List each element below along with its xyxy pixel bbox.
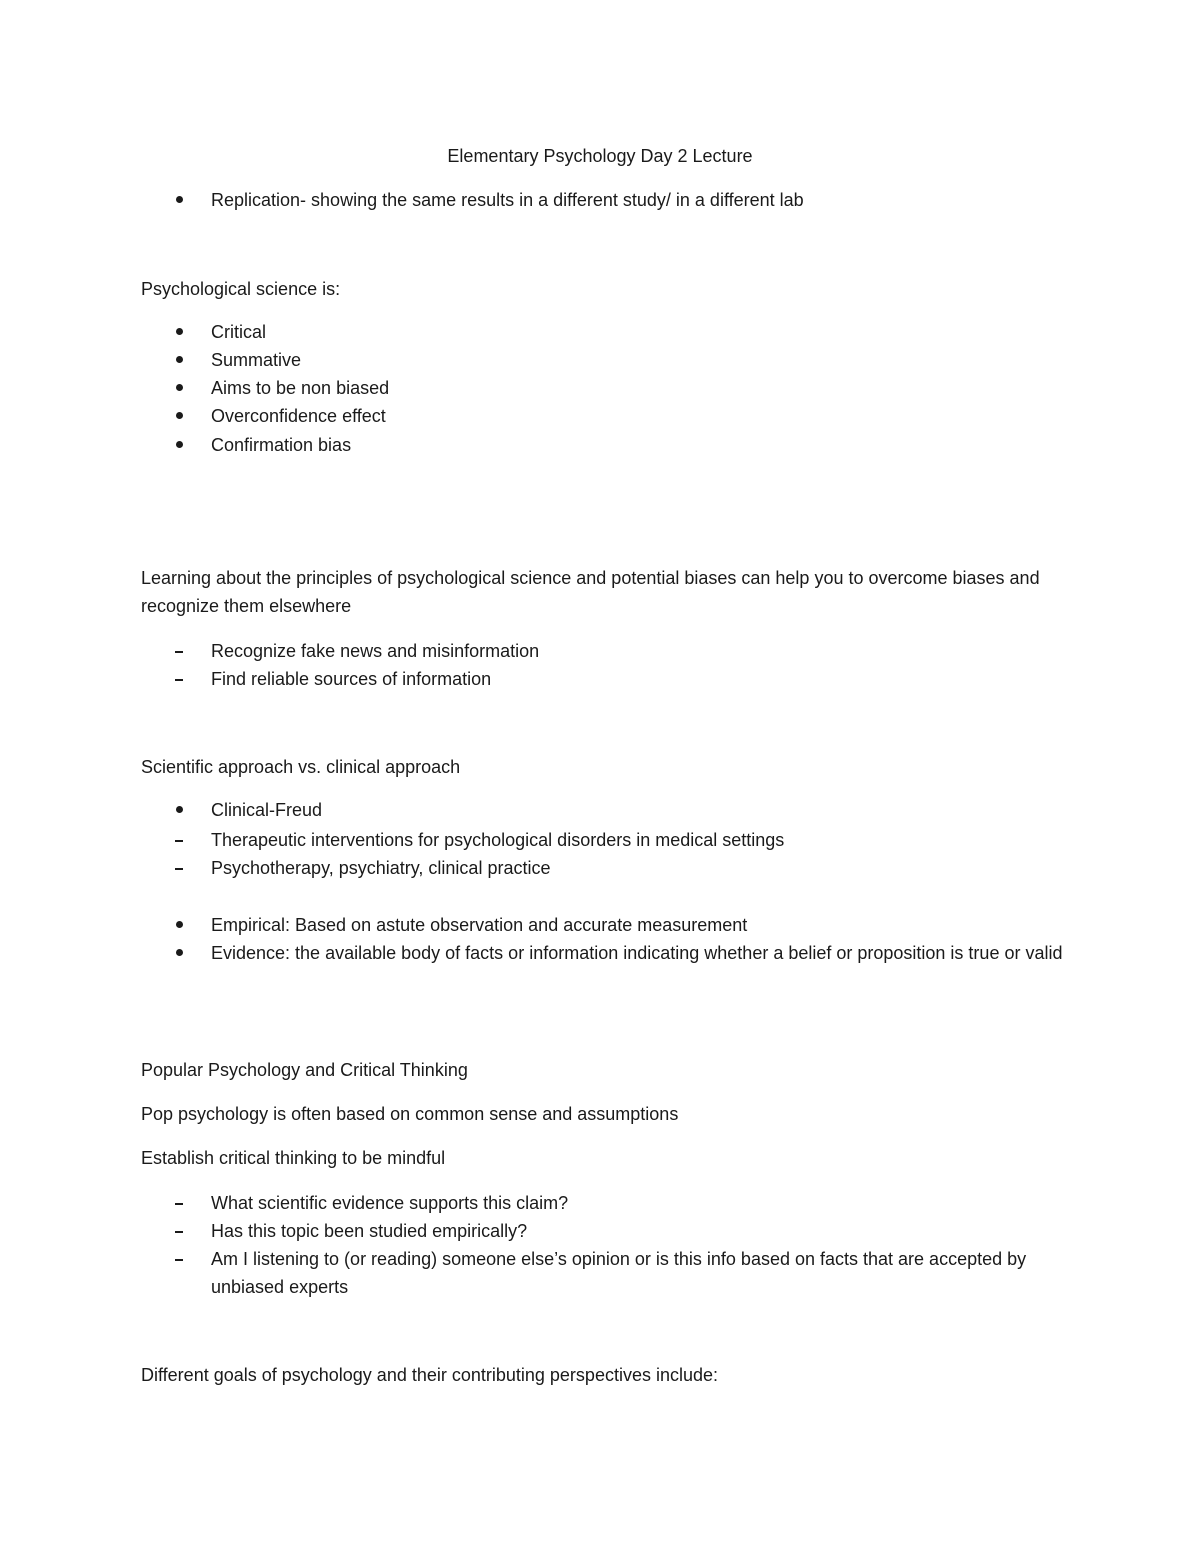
dash-icon: [175, 840, 183, 842]
replication-item: Replication- showing the same results in a different study/ in a different lab: [211, 190, 804, 210]
bullet-icon: [176, 806, 183, 813]
science-item: Aims to be non biased: [211, 378, 390, 398]
bullet-icon: [176, 441, 183, 448]
goals-line: Different goals of psychology and their contributing perspectives include:: [141, 1365, 719, 1385]
clinical-subitem: Psychotherapy, psychiatry, clinical practice: [211, 858, 551, 878]
pop-line: Pop psychology is often based on common sense and assumptions: [141, 1104, 679, 1124]
bullet-icon: [176, 412, 183, 419]
science-item: Critical: [211, 322, 267, 342]
dash-icon: [175, 868, 183, 870]
critical-line: Establish critical thinking to be mindful: [141, 1148, 446, 1168]
critical-item: What scientific evidence supports this claim?: [211, 1193, 569, 1213]
learning-item: Find reliable sources of information: [211, 669, 492, 689]
critical-item: Am I listening to (or reading) someone else’s opinion or is this info based on facts that are accepted by unbiased experts: [211, 1249, 1027, 1297]
learning-paragraph: Learning about the principles of psychological science and potential biases can help you to overcome biases and recognize them elsewhere: [141, 568, 1040, 616]
bullet-icon: [176, 328, 183, 335]
dash-icon: [175, 651, 183, 653]
popular-heading: Popular Psychology and Critical Thinking: [141, 1060, 468, 1080]
approach-heading: Scientific approach vs. clinical approach: [141, 757, 461, 777]
learning-item: Recognize fake news and misinformation: [211, 641, 540, 661]
dash-icon: [175, 679, 183, 681]
clinical-item: Clinical-Freud: [211, 800, 323, 820]
document-title: Elementary Psychology Day 2 Lecture: [447, 146, 753, 166]
bullet-icon: [176, 384, 183, 391]
science-heading: Psychological science is:: [141, 279, 341, 299]
bullet-icon: [176, 356, 183, 363]
science-item: Overconfidence effect: [211, 406, 386, 426]
science-item: Confirmation bias: [211, 435, 352, 455]
evidence-item: Evidence: the available body of facts or information indicating whether a belief or proposition is true or valid: [211, 943, 1063, 963]
critical-item: Has this topic been studied empirically?: [211, 1221, 528, 1241]
dash-icon: [175, 1231, 183, 1233]
bullet-icon: [176, 949, 183, 956]
dash-icon: [175, 1259, 183, 1261]
bullet-icon: [176, 921, 183, 928]
empirical-item: Empirical: Based on astute observation and accurate measurement: [211, 915, 748, 935]
bullet-icon: [176, 196, 183, 203]
dash-icon: [175, 1203, 183, 1205]
science-item: Summative: [211, 350, 302, 370]
clinical-subitem: Therapeutic interventions for psychological disorders in medical settings: [211, 830, 785, 850]
